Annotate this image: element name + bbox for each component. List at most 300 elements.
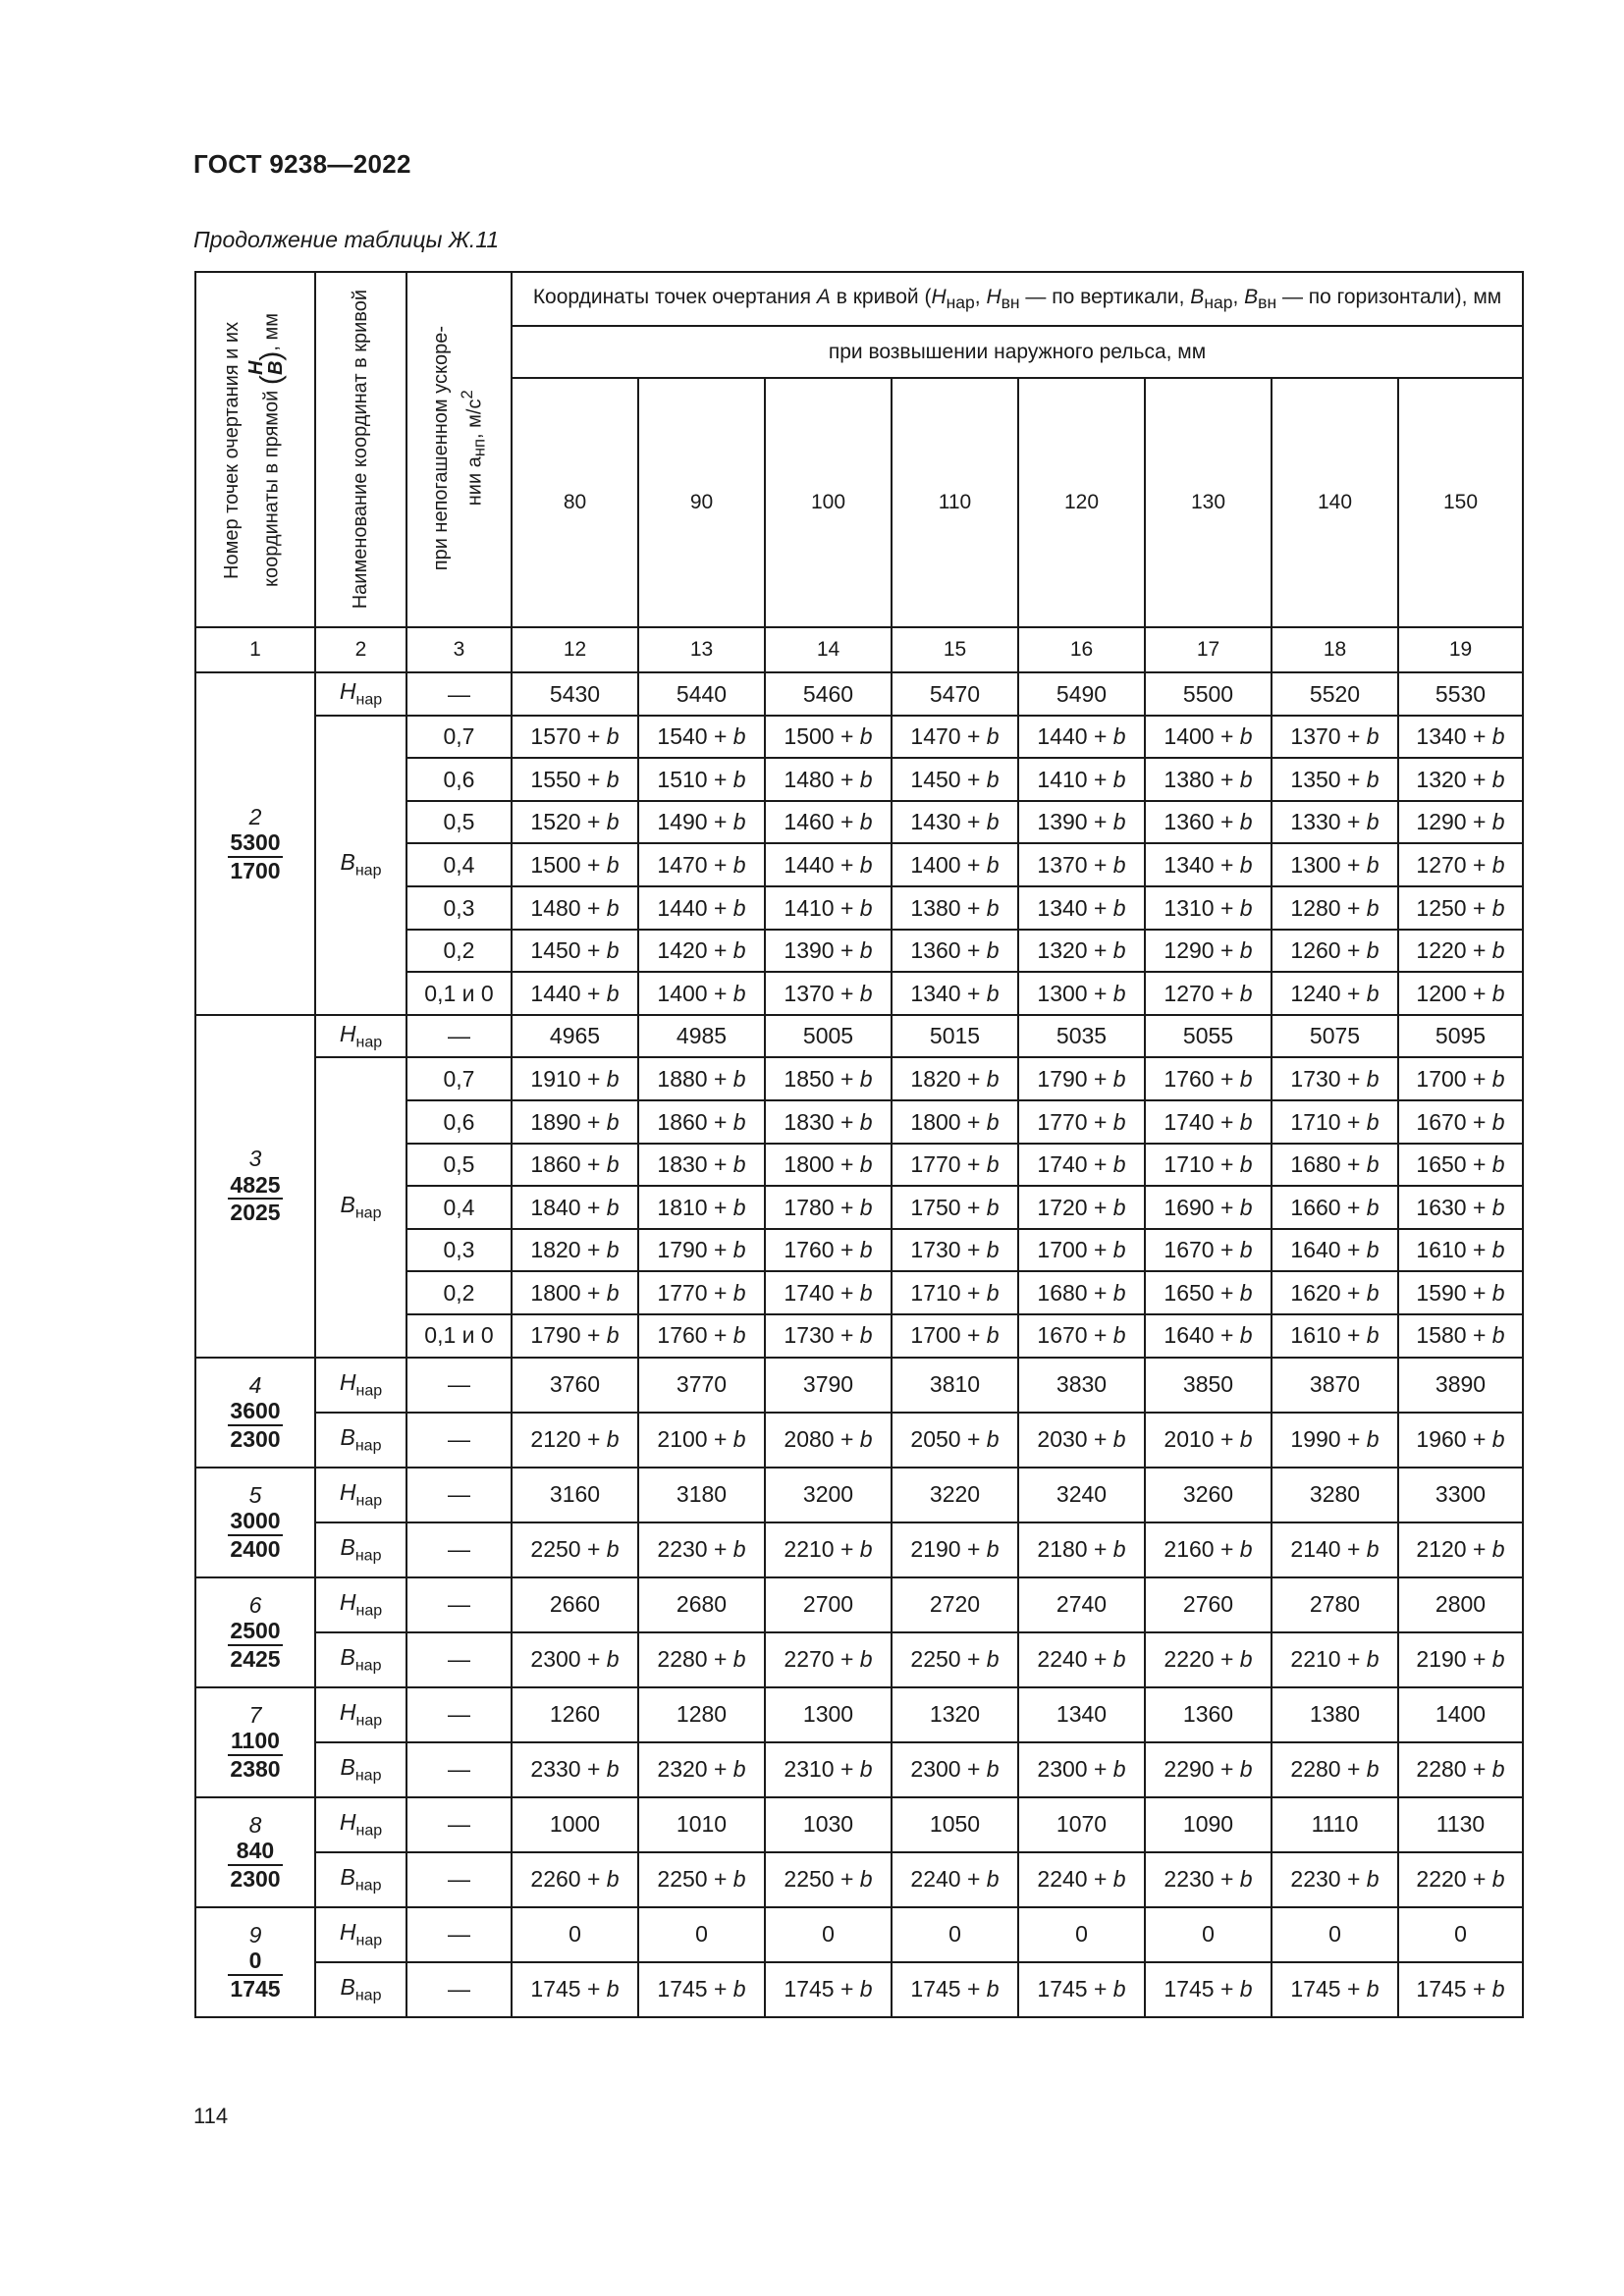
coord-name-h: $H_{нар}$: [315, 1577, 406, 1632]
cell-value: 5055: [1145, 1015, 1272, 1058]
cell-value: 1960 + b: [1398, 1413, 1523, 1468]
cell-value: 3240: [1018, 1468, 1145, 1522]
point-label: 4 3600 2300: [195, 1358, 315, 1468]
point-label: 2 5300 1700: [195, 672, 315, 1015]
cell-value: 2050 + b: [892, 1413, 1018, 1468]
cell-value: 1760 + b: [638, 1314, 765, 1358]
header-elevation-80: 80: [512, 378, 638, 627]
cell-value: 1370 + b: [1272, 716, 1398, 759]
cell-value: 1450 + b: [892, 758, 1018, 801]
cell-value: 1740 + b: [765, 1271, 892, 1314]
cell-value: 2280 + b: [1272, 1742, 1398, 1797]
cell-value: 3870: [1272, 1358, 1398, 1413]
document-code: ГОСТ 9238—2022: [193, 149, 411, 179]
cell-value: 2210 + b: [765, 1522, 892, 1577]
cell-value: 1360 + b: [1145, 801, 1272, 844]
cell-value: 2180 + b: [1018, 1522, 1145, 1577]
cell-value: 2100 + b: [638, 1413, 765, 1468]
cell-value: 5470: [892, 672, 1018, 716]
cell-value: 2140 + b: [1272, 1522, 1398, 1577]
cell-value: 1390 + b: [765, 930, 892, 973]
cell-value: 0: [638, 1907, 765, 1962]
cell-value: 5005: [765, 1015, 892, 1058]
cell-value: 1430 + b: [892, 801, 1018, 844]
table-row: [195, 1632, 1523, 1687]
cell-value: 1520 + b: [512, 801, 638, 844]
table-row: [195, 1358, 1523, 1413]
table-row: [195, 1852, 1523, 1907]
cell-value: 1480 + b: [512, 886, 638, 930]
cell-value: 1650 + b: [1145, 1271, 1272, 1314]
cell-value: 0: [1145, 1907, 1272, 1962]
cell-value: 1610 + b: [1398, 1229, 1523, 1272]
table-row: [195, 1742, 1523, 1797]
cell-value: 1490 + b: [638, 801, 765, 844]
coord-name-h: $H_{нар}$: [315, 672, 406, 716]
cell-value: 1320 + b: [1398, 758, 1523, 801]
cell-value: 1770 + b: [892, 1144, 1018, 1187]
cell-value: 1745 + b: [512, 1962, 638, 2017]
cell-value: 1300: [765, 1687, 892, 1742]
cell-value: 1700 + b: [1018, 1229, 1145, 1272]
column-number: 16: [1018, 627, 1145, 672]
cell-value: 2240 + b: [892, 1852, 1018, 1907]
cell-value: 1460 + b: [765, 801, 892, 844]
cell-value: 1780 + b: [765, 1186, 892, 1229]
cell-value: 1280: [638, 1687, 765, 1742]
coord-name-b: $B_{нар}$: [315, 1742, 406, 1797]
accel-value: 0,6: [406, 758, 512, 801]
cell-value: 2210 + b: [1272, 1632, 1398, 1687]
cell-value: 1510 + b: [638, 758, 765, 801]
cell-value: 5430: [512, 672, 638, 716]
cell-value: 1540 + b: [638, 716, 765, 759]
cell-value: 0: [512, 1907, 638, 1962]
cell-value: 2160 + b: [1145, 1522, 1272, 1577]
cell-value: 1745 + b: [1272, 1962, 1398, 2017]
table-row: [195, 1057, 1523, 1100]
cell-value: 1320 + b: [1018, 930, 1145, 973]
point-label: 3 4825 2025: [195, 1015, 315, 1358]
cell-value: 3770: [638, 1358, 765, 1413]
cell-value: 2660: [512, 1577, 638, 1632]
cell-value: 2310 + b: [765, 1742, 892, 1797]
cell-value: 2740: [1018, 1577, 1145, 1632]
accel-dash: —: [406, 1907, 512, 1962]
table-row: [195, 1413, 1523, 1468]
cell-value: 1740 + b: [1018, 1144, 1145, 1187]
cell-value: 1370 + b: [1018, 843, 1145, 886]
cell-value: 3180: [638, 1468, 765, 1522]
accel-dash: —: [406, 1687, 512, 1742]
cell-value: 3760: [512, 1358, 638, 1413]
header-point-number: Номер точек очертания и их координаты в прямой ( H B ), мм: [195, 272, 315, 627]
cell-value: 1330 + b: [1272, 801, 1398, 844]
cell-value: 2120 + b: [512, 1413, 638, 1468]
accel-dash: —: [406, 1632, 512, 1687]
point-label: 6 2500 2425: [195, 1577, 315, 1687]
cell-value: 1690 + b: [1145, 1186, 1272, 1229]
cell-value: 2120 + b: [1398, 1522, 1523, 1577]
cell-value: 2250 + b: [512, 1522, 638, 1577]
header-elevation-90: 90: [638, 378, 765, 627]
column-number: 2: [315, 627, 406, 672]
table-row: [195, 1907, 1523, 1962]
header-elevation-130: 130: [1145, 378, 1272, 627]
accel-dash: —: [406, 1962, 512, 2017]
cell-value: 1710 + b: [892, 1271, 1018, 1314]
cell-value: 1270 + b: [1145, 972, 1272, 1015]
cell-value: 0: [765, 1907, 892, 1962]
cell-value: 2230 + b: [638, 1522, 765, 1577]
point-label: 7 1100 2380: [195, 1687, 315, 1797]
cell-value: 1650 + b: [1398, 1144, 1523, 1187]
cell-value: 1745 + b: [892, 1962, 1018, 2017]
cell-value: 2080 + b: [765, 1413, 892, 1468]
cell-value: 3830: [1018, 1358, 1145, 1413]
cell-value: 1550 + b: [512, 758, 638, 801]
cell-value: 1110: [1272, 1797, 1398, 1852]
cell-value: 1800 + b: [765, 1144, 892, 1187]
cell-value: 1450 + b: [512, 930, 638, 973]
cell-value: 3810: [892, 1358, 1018, 1413]
coord-name-h: $H_{нар}$: [315, 1797, 406, 1852]
coord-name-h: $H_{нар}$: [315, 1907, 406, 1962]
cell-value: 2220 + b: [1145, 1632, 1272, 1687]
cell-value: 1670 + b: [1145, 1229, 1272, 1272]
accel-value: 0,4: [406, 843, 512, 886]
cell-value: 1390 + b: [1018, 801, 1145, 844]
cell-value: 1830 + b: [638, 1144, 765, 1187]
cell-value: 2230 + b: [1145, 1852, 1272, 1907]
cell-value: 0: [892, 1907, 1018, 1962]
table-row: [195, 1522, 1523, 1577]
cell-value: 1745 + b: [765, 1962, 892, 2017]
cell-value: 1850 + b: [765, 1057, 892, 1100]
cell-value: 2190 + b: [892, 1522, 1018, 1577]
table-row: [195, 1797, 1523, 1852]
cell-value: 1290 + b: [1145, 930, 1272, 973]
cell-value: 3260: [1145, 1468, 1272, 1522]
header-elevation-title: при возвышении наружного рельса, мм: [512, 326, 1523, 378]
cell-value: 1480 + b: [765, 758, 892, 801]
cell-value: 1680 + b: [1272, 1144, 1398, 1187]
header-elevation-110: 110: [892, 378, 1018, 627]
cell-value: 1670 + b: [1018, 1314, 1145, 1358]
coord-name-h: $H_{нар}$: [315, 1015, 406, 1058]
cell-value: 1800 + b: [892, 1100, 1018, 1144]
cell-value: 2250 + b: [765, 1852, 892, 1907]
accel-value: 0,4: [406, 1186, 512, 1229]
cell-value: 1820 + b: [892, 1057, 1018, 1100]
table-row: [195, 1962, 1523, 2017]
cell-value: 3280: [1272, 1468, 1398, 1522]
cell-value: 1010: [638, 1797, 765, 1852]
cell-value: 2760: [1145, 1577, 1272, 1632]
cell-value: 2220 + b: [1398, 1852, 1523, 1907]
cell-value: 1440 + b: [1018, 716, 1145, 759]
cell-value: 1620 + b: [1272, 1271, 1398, 1314]
column-number: 13: [638, 627, 765, 672]
cell-value: 1340: [1018, 1687, 1145, 1742]
cell-value: 1720 + b: [1018, 1186, 1145, 1229]
cell-value: 1440 + b: [765, 843, 892, 886]
header-elevation-100: 100: [765, 378, 892, 627]
cell-value: 1400 + b: [1145, 716, 1272, 759]
cell-value: 1340 + b: [1145, 843, 1272, 886]
cell-value: 1310 + b: [1145, 886, 1272, 930]
accel-value: 0,2: [406, 930, 512, 973]
table-row: [195, 1468, 1523, 1522]
cell-value: 1580 + b: [1398, 1314, 1523, 1358]
column-number: 1: [195, 627, 315, 672]
cell-value: 1300 + b: [1272, 843, 1398, 886]
coordinates-table: [194, 271, 1524, 2018]
coord-name-b: $B_{нар}$: [315, 1057, 406, 1357]
table-row: [195, 1687, 1523, 1742]
cell-value: 2240 + b: [1018, 1852, 1145, 1907]
cell-value: 1990 + b: [1272, 1413, 1398, 1468]
coord-name-h: $H_{нар}$: [315, 1358, 406, 1413]
cell-value: 1260: [512, 1687, 638, 1742]
cell-value: 5490: [1018, 672, 1145, 716]
cell-value: 1660 + b: [1272, 1186, 1398, 1229]
cell-value: 1500 + b: [765, 716, 892, 759]
cell-value: 1745 + b: [638, 1962, 765, 2017]
cell-value: 3790: [765, 1358, 892, 1413]
accel-value: 0,2: [406, 1271, 512, 1314]
cell-value: 5015: [892, 1015, 1018, 1058]
cell-value: 0: [1018, 1907, 1145, 1962]
cell-value: 1470 + b: [892, 716, 1018, 759]
cell-value: 2270 + b: [765, 1632, 892, 1687]
header-coordinate-name: Наименование координат в кривой: [315, 272, 406, 627]
cell-value: 1630 + b: [1398, 1186, 1523, 1229]
accel-value: 0,1 и 0: [406, 1314, 512, 1358]
column-number: 14: [765, 627, 892, 672]
accel-value: 0,7: [406, 1057, 512, 1100]
cell-value: 3200: [765, 1468, 892, 1522]
cell-value: 5095: [1398, 1015, 1523, 1058]
table-caption: Продолжение таблицы Ж.11: [193, 227, 500, 252]
cell-value: 1400 + b: [638, 972, 765, 1015]
accel-dash: —: [406, 1742, 512, 1797]
cell-value: 1410 + b: [1018, 758, 1145, 801]
cell-value: 1640 + b: [1145, 1314, 1272, 1358]
accel-dash: —: [406, 1413, 512, 1468]
cell-value: 1260 + b: [1272, 930, 1398, 973]
cell-value: 1250 + b: [1398, 886, 1523, 930]
cell-value: 1860 + b: [638, 1100, 765, 1144]
cell-value: 1760 + b: [765, 1229, 892, 1272]
cell-value: 2010 + b: [1145, 1413, 1272, 1468]
point-label: 8 840 2300: [195, 1797, 315, 1907]
column-number: 3: [406, 627, 512, 672]
cell-value: 0: [1272, 1907, 1398, 1962]
cell-value: 1700 + b: [892, 1314, 1018, 1358]
cell-value: 1710 + b: [1145, 1144, 1272, 1187]
cell-value: 1340 + b: [1398, 716, 1523, 759]
coord-name-b: $B_{нар}$: [315, 1413, 406, 1468]
cell-value: 1220 + b: [1398, 930, 1523, 973]
cell-value: 1420 + b: [638, 930, 765, 973]
accel-value: 0,5: [406, 1144, 512, 1187]
cell-value: 1745 + b: [1145, 1962, 1272, 2017]
cell-value: 1410 + b: [765, 886, 892, 930]
cell-value: 1240 + b: [1272, 972, 1398, 1015]
cell-value: 2240 + b: [1018, 1632, 1145, 1687]
cell-value: 2300 + b: [892, 1742, 1018, 1797]
cell-value: 5440: [638, 672, 765, 716]
cell-value: 1640 + b: [1272, 1229, 1398, 1272]
header-elevation-140: 140: [1272, 378, 1398, 627]
cell-value: 4985: [638, 1015, 765, 1058]
column-number: 19: [1398, 627, 1523, 672]
cell-value: 2720: [892, 1577, 1018, 1632]
cell-value: 2700: [765, 1577, 892, 1632]
cell-value: 1470 + b: [638, 843, 765, 886]
accel-value: 0,1 и 0: [406, 972, 512, 1015]
cell-value: 1740 + b: [1145, 1100, 1272, 1144]
coord-name-b: $B_{нар}$: [315, 1632, 406, 1687]
cell-value: 2030 + b: [1018, 1413, 1145, 1468]
cell-value: 2250 + b: [638, 1852, 765, 1907]
cell-value: 1270 + b: [1398, 843, 1523, 886]
cell-value: 1840 + b: [512, 1186, 638, 1229]
cell-value: 1570 + b: [512, 716, 638, 759]
cell-value: 2190 + b: [1398, 1632, 1523, 1687]
cell-value: 1730 + b: [765, 1314, 892, 1358]
cell-value: 2320 + b: [638, 1742, 765, 1797]
accel-dash: —: [406, 1468, 512, 1522]
cell-value: 1790 + b: [1018, 1057, 1145, 1100]
cell-value: 1590 + b: [1398, 1271, 1523, 1314]
cell-value: 1380 + b: [1145, 758, 1272, 801]
cell-value: 1070: [1018, 1797, 1145, 1852]
cell-value: 2280 + b: [638, 1632, 765, 1687]
accel-value: 0,7: [406, 716, 512, 759]
cell-value: 2300 + b: [512, 1632, 638, 1687]
accel-value: 0,5: [406, 801, 512, 844]
cell-value: 1290 + b: [1398, 801, 1523, 844]
coord-name-h: $H_{нар}$: [315, 1468, 406, 1522]
cell-value: 1360: [1145, 1687, 1272, 1742]
cell-value: 1000: [512, 1797, 638, 1852]
cell-value: 3160: [512, 1468, 638, 1522]
accel-value: 0,3: [406, 1229, 512, 1272]
cell-value: 1700 + b: [1398, 1057, 1523, 1100]
cell-value: 1745 + b: [1398, 1962, 1523, 2017]
header-elevation-120: 120: [1018, 378, 1145, 627]
cell-value: 3850: [1145, 1358, 1272, 1413]
header-coordinates-title: Координаты точек очертания A в кривой ($H_{нар}$, $H_{вн}$ — по вертикали, $B_{нар}$, $B_{вн}$ — по горизонтали), мм: [512, 272, 1523, 326]
cell-value: 5520: [1272, 672, 1398, 716]
cell-value: 1790 + b: [638, 1229, 765, 1272]
cell-value: 2330 + b: [512, 1742, 638, 1797]
cell-value: 1800 + b: [512, 1271, 638, 1314]
cell-value: 1730 + b: [892, 1229, 1018, 1272]
coord-name-h: $H_{нар}$: [315, 1687, 406, 1742]
header-elevation-150: 150: [1398, 378, 1523, 627]
cell-value: 1500 + b: [512, 843, 638, 886]
coord-name-b: $B_{нар}$: [315, 716, 406, 1015]
cell-value: 2280 + b: [1398, 1742, 1523, 1797]
cell-value: 1380: [1272, 1687, 1398, 1742]
page-number: 114: [193, 2104, 229, 2128]
cell-value: 1370 + b: [765, 972, 892, 1015]
cell-value: 2800: [1398, 1577, 1523, 1632]
cell-value: 1910 + b: [512, 1057, 638, 1100]
accel-dash: —: [406, 1358, 512, 1413]
coord-name-b: $B_{нар}$: [315, 1852, 406, 1907]
cell-value: 1030: [765, 1797, 892, 1852]
cell-value: 1090: [1145, 1797, 1272, 1852]
cell-value: 1400 + b: [892, 843, 1018, 886]
header-acceleration-label: при непогашенном ускоре- нии $a_{нп}$, $м/с^2$: [406, 378, 512, 627]
cell-value: 0: [1398, 1907, 1523, 1962]
cell-value: 2780: [1272, 1577, 1398, 1632]
cell-value: 2290 + b: [1145, 1742, 1272, 1797]
table-row: [195, 716, 1523, 759]
cell-value: 1380 + b: [892, 886, 1018, 930]
cell-value: 1440 + b: [512, 972, 638, 1015]
cell-value: 1790 + b: [512, 1314, 638, 1358]
accel-dash: —: [406, 1852, 512, 1907]
cell-value: 5500: [1145, 672, 1272, 716]
cell-value: 3300: [1398, 1468, 1523, 1522]
table-row: [195, 1577, 1523, 1632]
cell-value: 1130: [1398, 1797, 1523, 1852]
cell-value: 2230 + b: [1272, 1852, 1398, 1907]
cell-value: 1610 + b: [1272, 1314, 1398, 1358]
cell-value: 1810 + b: [638, 1186, 765, 1229]
cell-value: 1680 + b: [1018, 1271, 1145, 1314]
cell-value: 1360 + b: [892, 930, 1018, 973]
column-number: 17: [1145, 627, 1272, 672]
table-row: [195, 672, 1523, 716]
cell-value: 1280 + b: [1272, 886, 1398, 930]
cell-value: 5035: [1018, 1015, 1145, 1058]
cell-value: 1440 + b: [638, 886, 765, 930]
column-number: 15: [892, 627, 1018, 672]
accel-dash: —: [406, 1797, 512, 1852]
cell-value: 2680: [638, 1577, 765, 1632]
cell-value: 1050: [892, 1797, 1018, 1852]
cell-value: 1770 + b: [1018, 1100, 1145, 1144]
point-label: 5 3000 2400: [195, 1468, 315, 1577]
cell-value: 1710 + b: [1272, 1100, 1398, 1144]
cell-value: 2260 + b: [512, 1852, 638, 1907]
cell-value: 2250 + b: [892, 1632, 1018, 1687]
cell-value: 1670 + b: [1398, 1100, 1523, 1144]
cell-value: 4965: [512, 1015, 638, 1058]
accel-value: 0,6: [406, 1100, 512, 1144]
cell-value: 5075: [1272, 1015, 1398, 1058]
cell-value: 5530: [1398, 672, 1523, 716]
table-row: [195, 1015, 1523, 1058]
column-number: 12: [512, 627, 638, 672]
cell-value: 1770 + b: [638, 1271, 765, 1314]
cell-value: 1830 + b: [765, 1100, 892, 1144]
column-number: 18: [1272, 627, 1398, 672]
accel-dash: —: [406, 672, 512, 716]
accel-dash: —: [406, 1015, 512, 1058]
accel-value: 0,3: [406, 886, 512, 930]
cell-value: 2300 + b: [1018, 1742, 1145, 1797]
cell-value: 1890 + b: [512, 1100, 638, 1144]
cell-value: 5460: [765, 672, 892, 716]
cell-value: 1300 + b: [1018, 972, 1145, 1015]
